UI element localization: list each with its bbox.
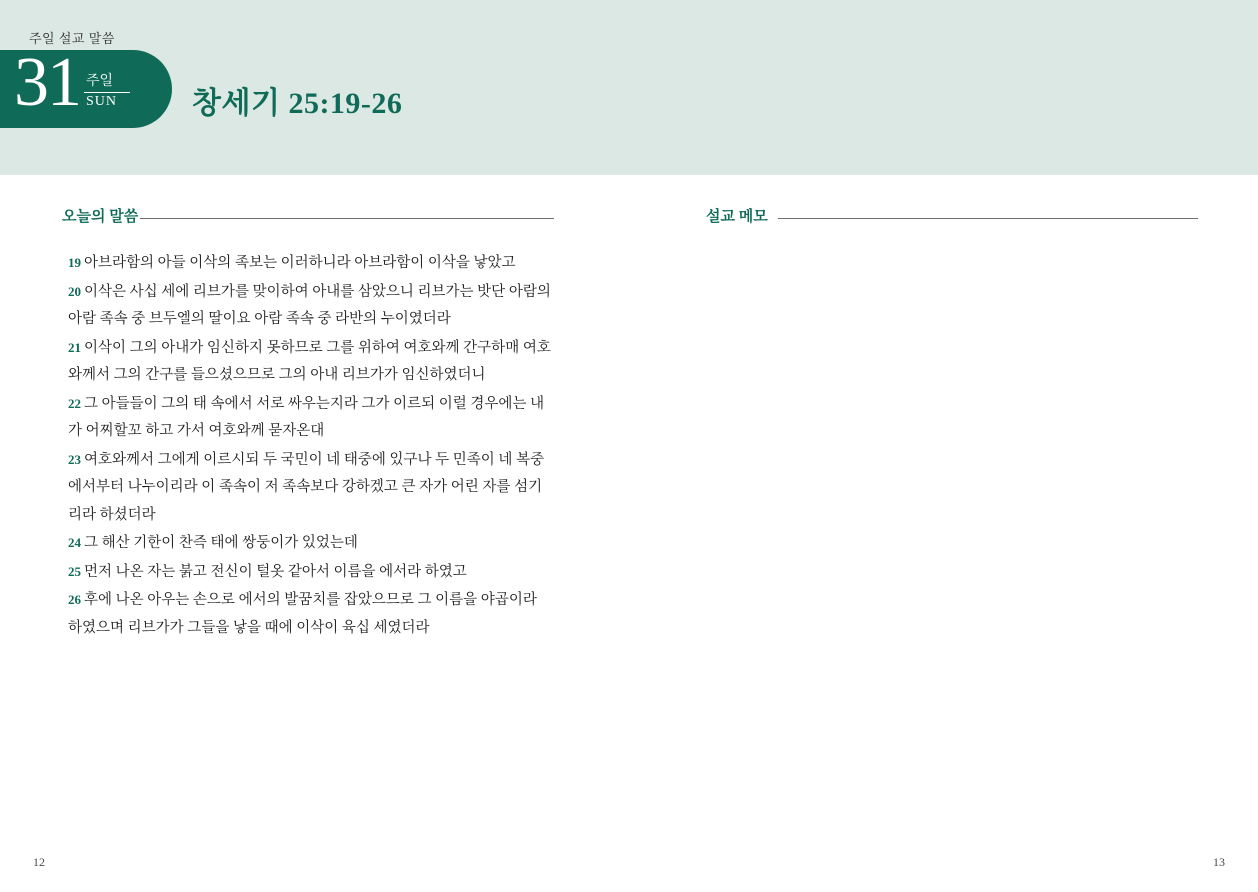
verse-number: 22 bbox=[68, 395, 81, 411]
verse-number: 24 bbox=[68, 535, 81, 550]
verse-text: 이삭이 그의 아내가 임신하지 못하므로 그를 위하여 여호와께 간구하매 여호와께서 그의 간구를 들으셨으므로 그의 아내 리브가가 임신하였더니 bbox=[68, 339, 551, 383]
verse-25 bbox=[68, 564, 467, 580]
verse-24 bbox=[68, 535, 358, 551]
memo-heading bbox=[706, 205, 1198, 227]
memo-heading-rule bbox=[778, 218, 1198, 219]
page-number-right: 13 bbox=[1213, 855, 1225, 869]
verse-20 bbox=[68, 284, 551, 328]
verse-text: 그 해산 기한이 찬즉 태에 쌍둥이가 있었는데 bbox=[84, 535, 358, 551]
verse-number: 20 bbox=[68, 283, 81, 299]
verse-number: 26 bbox=[68, 592, 81, 607]
day-badge bbox=[0, 44, 172, 128]
verse-number: 19 bbox=[68, 255, 81, 270]
verse-19 bbox=[68, 255, 516, 271]
day-number: 31 bbox=[14, 44, 80, 121]
passage-title: 창세기 25:19-26 bbox=[192, 87, 403, 120]
verse-text: 여호와께서 그에게 이르시되 두 국민이 네 태중에 있구나 두 민족이 네 복중에서부터 나누이리라 이 족속이 저 족속보다 강하겠고 큰 자가 어린 자를 섬기리라 하셨더라 bbox=[68, 451, 545, 523]
scripture-heading-rule bbox=[140, 218, 554, 219]
page-number-left: 12 bbox=[33, 855, 45, 869]
verse-number: 25 bbox=[68, 563, 81, 579]
verse-number: 23 bbox=[68, 451, 81, 467]
verse-22 bbox=[68, 396, 544, 440]
verse-number: 21 bbox=[68, 339, 81, 355]
verse-23 bbox=[68, 452, 544, 523]
memo-column bbox=[706, 205, 1198, 249]
verse-text: 이삭은 사십 세에 리브가를 맞이하여 아내를 삼았으니 리브가는 밧단 아람의 아람 족속 중 브두엘의 딸이요 아람 족속 중 라반의 누이였더라 bbox=[68, 283, 551, 327]
day-label-english: SUN bbox=[86, 94, 118, 109]
scripture-text bbox=[62, 249, 554, 642]
verse-text: 후에 나온 아우는 손으로 에서의 발꿈치를 잡았으므로 그 이름을 야곱이라 하였으며 리브가가 그들을 낳을 때에 이삭이 육십 세였더라 bbox=[68, 592, 537, 636]
verse-text: 먼저 나온 자는 붉고 전신이 털옷 같아서 이름을 에서라 하였고 bbox=[84, 563, 467, 580]
verse-26 bbox=[68, 592, 537, 636]
verse-21 bbox=[68, 340, 551, 384]
day-label-korean: 주일 bbox=[86, 74, 114, 89]
memo-heading-label: 설교 메모 bbox=[706, 209, 768, 225]
header-kicker: 주일 설교 말씀 bbox=[29, 31, 115, 46]
verse-text: 그 아들들이 그의 태 속에서 서로 싸우는지라 그가 이르되 이럴 경우에는 내가 어찌할꼬 하고 가서 여호와께 묻자온대 bbox=[68, 395, 545, 439]
verse-text: 아브라함의 아들 이삭의 족보는 이러하니라 아브라함이 이삭을 낳았고 bbox=[84, 255, 516, 271]
scripture-column bbox=[62, 205, 554, 642]
scripture-heading-label: 오늘의 말씀 bbox=[62, 209, 139, 225]
scripture-heading bbox=[62, 205, 554, 227]
header-band bbox=[0, 0, 1258, 175]
day-divider bbox=[84, 92, 130, 93]
